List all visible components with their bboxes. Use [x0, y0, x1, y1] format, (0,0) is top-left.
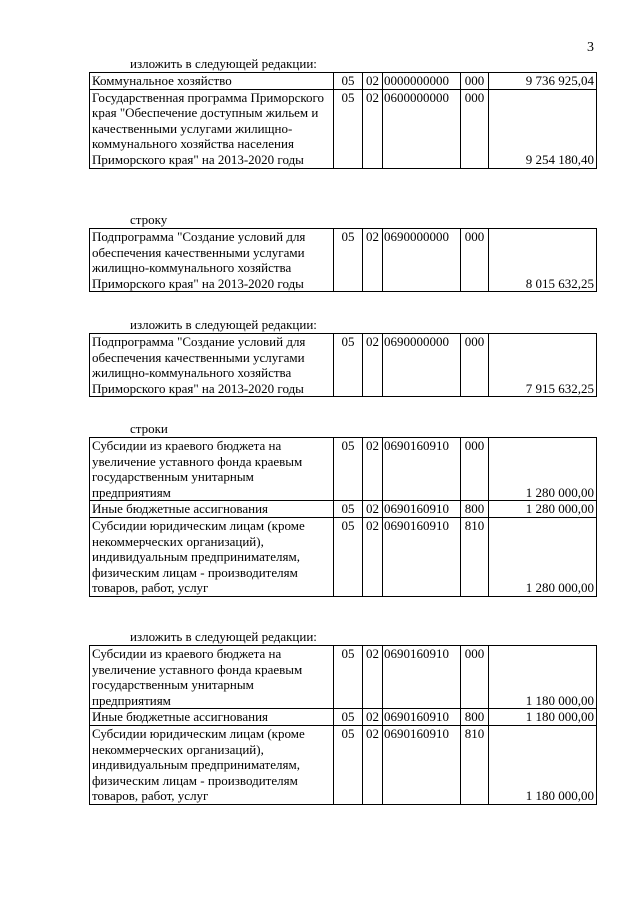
table-row — [90, 646, 597, 709]
revision-note: строки — [130, 421, 168, 436]
amount: 9 254 180,40 — [489, 89, 597, 168]
revision-note: строку — [130, 212, 168, 227]
item-name: Субсидии из краевого бюджета на увеличение уставного фонда краевым государственным унитарным предприятиям — [90, 438, 334, 501]
expense-type-code: 000 — [461, 229, 489, 292]
target-article-code: 0690160910 — [383, 646, 461, 709]
subsection-code: 02 — [363, 229, 383, 292]
item-name: Субсидии из краевого бюджета на увеличение уставного фонда краевым государственным унитарным предприятиям — [90, 646, 334, 709]
subsection-code: 02 — [363, 517, 383, 596]
amount: 1 280 000,00 — [489, 501, 597, 518]
expense-type-code: 000 — [461, 89, 489, 168]
page-number: 3 — [587, 40, 594, 55]
revision-note: изложить в следующей редакции: — [130, 56, 317, 71]
item-name: Подпрограмма "Создание условий для обеспечения качественными услугами жилищно-коммунального хозяйства Приморского края" на 2013-2020 годы — [90, 334, 334, 397]
item-name: Подпрограмма "Создание условий для обеспечения качественными услугами жилищно-коммунального хозяйства Приморского края" на 2013-2020 годы — [90, 229, 334, 292]
expense-type-code: 810 — [461, 725, 489, 804]
expense-type-code: 000 — [461, 438, 489, 501]
target-article-code: 0690160910 — [383, 725, 461, 804]
table-row — [90, 73, 597, 90]
section-code: 05 — [334, 229, 363, 292]
budget-table — [89, 72, 597, 169]
section-code: 05 — [334, 501, 363, 518]
target-article-code: 0690000000 — [383, 229, 461, 292]
budget-table — [89, 228, 597, 292]
item-name: Субсидии юридическим лицам (кроме некоммерческих организаций), индивидуальным предпринимателям, физическим лицам - производителям товаров, работ, услуг — [90, 517, 334, 596]
target-article-code: 0600000000 — [383, 89, 461, 168]
revision-note: изложить в следующей редакции: — [130, 317, 317, 332]
subsection-code: 02 — [363, 89, 383, 168]
section-code: 05 — [334, 89, 363, 168]
section-code: 05 — [334, 334, 363, 397]
subsection-code: 02 — [363, 73, 383, 90]
subsection-code: 02 — [363, 725, 383, 804]
section-code: 05 — [334, 646, 363, 709]
subsection-code: 02 — [363, 709, 383, 726]
subsection-code: 02 — [363, 646, 383, 709]
subsection-code: 02 — [363, 334, 383, 397]
expense-type-code: 800 — [461, 709, 489, 726]
section-code: 05 — [334, 517, 363, 596]
amount: 7 915 632,25 — [489, 334, 597, 397]
target-article-code: 0000000000 — [383, 73, 461, 90]
item-name: Государственная программа Приморского края "Обеспечение доступным жильем и качественными услугами жилищно-коммунального хозяйства населения Приморского края" на 2013-2020 годы — [90, 89, 334, 168]
subsection-code: 02 — [363, 438, 383, 501]
target-article-code: 0690000000 — [383, 334, 461, 397]
amount: 1 180 000,00 — [489, 725, 597, 804]
table-row — [90, 89, 597, 168]
section-code: 05 — [334, 438, 363, 501]
budget-table — [89, 645, 597, 805]
subsection-code: 02 — [363, 501, 383, 518]
table-row — [90, 709, 597, 726]
budget-table — [89, 333, 597, 397]
amount: 1 280 000,00 — [489, 517, 597, 596]
revision-note: изложить в следующей редакции: — [130, 629, 317, 644]
expense-type-code: 000 — [461, 646, 489, 709]
table-row — [90, 334, 597, 397]
target-article-code: 0690160910 — [383, 501, 461, 518]
section-code: 05 — [334, 709, 363, 726]
target-article-code: 0690160910 — [383, 709, 461, 726]
target-article-code: 0690160910 — [383, 438, 461, 501]
item-name: Коммунальное хозяйство — [90, 73, 334, 90]
table-row — [90, 517, 597, 596]
amount: 1 180 000,00 — [489, 709, 597, 726]
expense-type-code: 000 — [461, 334, 489, 397]
expense-type-code: 000 — [461, 73, 489, 90]
section-code: 05 — [334, 73, 363, 90]
amount: 1 280 000,00 — [489, 438, 597, 501]
amount: 1 180 000,00 — [489, 646, 597, 709]
section-code: 05 — [334, 725, 363, 804]
budget-table — [89, 437, 597, 597]
expense-type-code: 810 — [461, 517, 489, 596]
table-row — [90, 229, 597, 292]
amount: 8 015 632,25 — [489, 229, 597, 292]
table-row — [90, 725, 597, 804]
target-article-code: 0690160910 — [383, 517, 461, 596]
table-row — [90, 501, 597, 518]
expense-type-code: 800 — [461, 501, 489, 518]
table-row — [90, 438, 597, 501]
amount: 9 736 925,04 — [489, 73, 597, 90]
item-name: Субсидии юридическим лицам (кроме некоммерческих организаций), индивидуальным предпринимателям, физическим лицам - производителям товаров, работ, услуг — [90, 725, 334, 804]
item-name: Иные бюджетные ассигнования — [90, 709, 334, 726]
item-name: Иные бюджетные ассигнования — [90, 501, 334, 518]
